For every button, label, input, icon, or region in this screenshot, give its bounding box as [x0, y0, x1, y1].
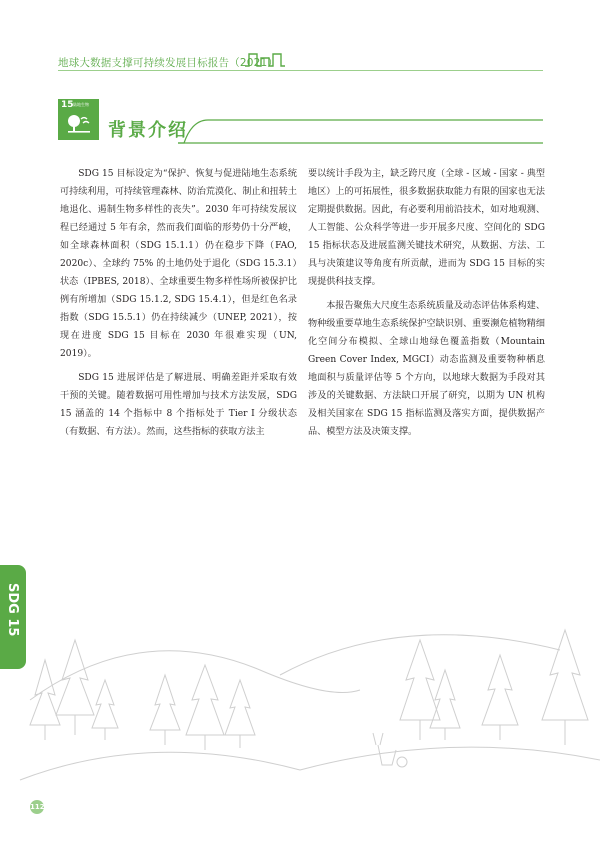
side-tab-label: SDG 15: [5, 583, 20, 637]
paragraph: 要以统计手段为主，缺乏跨尺度（全球 - 区域 - 国家 - 典型地区）上的可拓展性，很多数据获取能力有限的国家也无法定期提供数据。因此，有必要利用前沿技术，如对地观测、人工智能、公众科学等进一步开展多尺度、空间化的 SDG 15 指标状态及进展监测关键技术研究，从数据、方法、工具与决策建议等角度有所贡献，进而为 SDG 15 目标的实现提供科技支撑。: [308, 169, 545, 287]
page-number: 112: [30, 800, 44, 814]
right-text-column: [308, 165, 545, 447]
paragraph: SDG 15 进展评估是了解进展、明确差距并采取有效干预的关键。随着数据可用性增加与技术方法发展，SDG 15 涵盖的 14 个指标中 8 个指标处于 Tier I 分级状态（有数据、有方法）。然而，这些指标的获取方法主: [60, 373, 297, 437]
header-decoration: [245, 52, 295, 68]
section-title-underline: [178, 118, 548, 144]
section-title: 背景介绍: [108, 120, 188, 141]
sdg-badge: [58, 99, 99, 140]
left-text-column: [60, 165, 297, 447]
tree-icon: [66, 113, 92, 135]
paragraph: SDG 15 目标设定为“保护、恢复与促进陆地生态系统可持续利用，可持续管理森林、防治荒漠化、制止和扭转土地退化、遏制生物多样性的丧失”。2030 年可持续发展议程已经通过 5 年有余，然而我们面临的形势仍十分严峻，如全球森林面积（SDG 15.1.1）仍在稳步下降（FAO, 2020c）、全球约 75% 的土地仍处于退化（SDG 15.3.1）状态（IPBES, 2018）、全球重要生物多样性场所被保护比例有所增加（SDG 15.1.2, SDG 15.4.1），但是红色名录指数（SDG 15.5.1）仍在持续减少（UNEP, 2021），按现在进度 SDG 15 目标在 2030 年很难实现（UN, 2019）。: [60, 169, 297, 359]
badge-number: 15: [61, 100, 74, 110]
page-header-title: 地球大数据支撑可持续发展目标报告（2021）: [58, 57, 279, 69]
forest-landscape-illustration: [0, 580, 600, 810]
paragraph: 本报告聚焦大尺度生态系统质量及动态评估体系构建、物种级重要草地生态系统保护空缺识别、重要濒危植物精细化空间分布模拟、全球山地绿色覆盖指数（Mountain Green Cover Index, MGCI）动态监测及重要物种栖息地面积与质量评估等 5 个方向，以地球大数据为手段对其涉及的关键数据、方法缺口开展了研究，以期为 UN 机构及相关国家在 SDG 15 指标监测及落实方面，提供数据产品、模型方法及决策支撑。: [308, 301, 545, 437]
badge-subtitle: 陆地生物: [73, 102, 89, 107]
header-rule: [58, 70, 543, 71]
